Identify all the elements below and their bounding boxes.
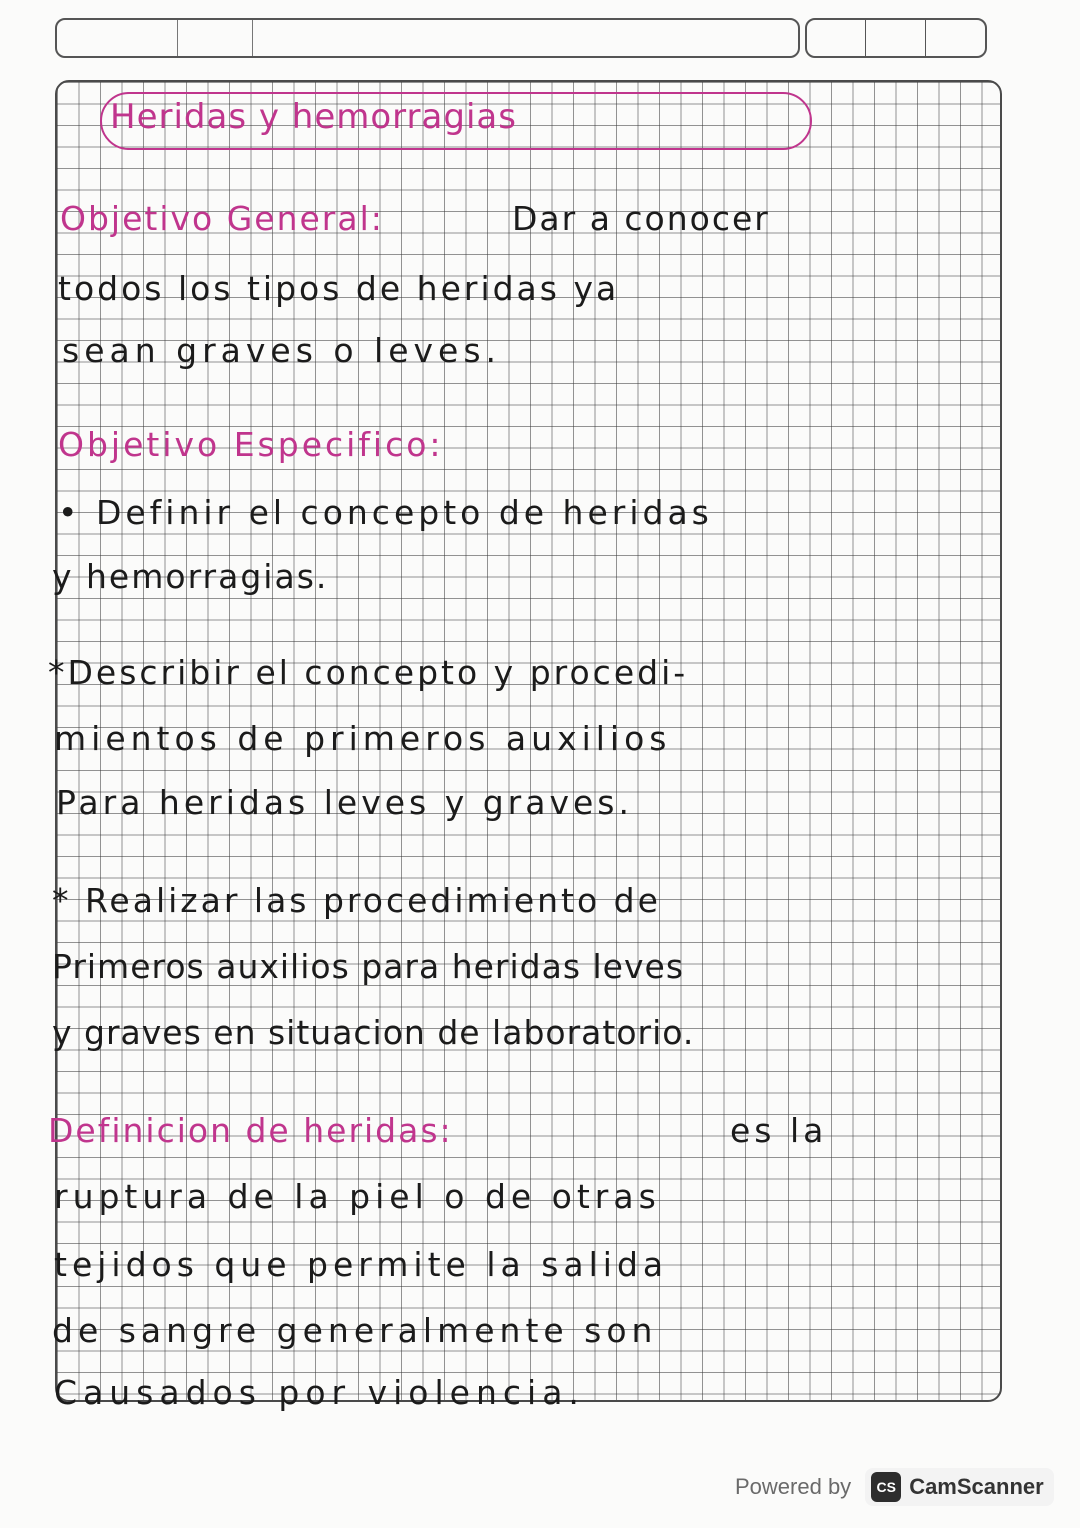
header-divider [177,20,178,56]
page-title: Heridas y hemorragias [110,97,517,137]
objetivo-especifico-item-line: y graves en situacion de laboratorio. [52,1013,695,1052]
date-divider [925,20,926,56]
camscanner-name: CamScanner [909,1474,1044,1499]
camscanner-badge [865,1468,1054,1506]
objetivo-especifico-item-line: Para heridas leves y graves. [56,783,633,822]
objetivo-especifico-item-line: y hemorragias. [52,557,329,596]
objetivo-especifico-item-line: Primeros auxilios para heridas leves [52,947,685,986]
date-divider [865,20,866,56]
objetivo-especifico-item-line: * Realizar las procedimiento de [52,881,661,920]
definicion-line: Causados por violencia. [54,1373,585,1412]
camscanner-logo-icon: CS [871,1472,901,1502]
definicion-label: Definicion de heridas: [48,1111,453,1150]
header-strip [55,18,800,58]
objetivo-general-label: Objetivo General: [60,199,384,238]
objetivo-general-line: Dar a conocer [512,199,770,238]
definicion-line: ruptura de la piel o de otras [54,1177,661,1216]
objetivo-general-line: sean graves o leves. [62,331,502,370]
objetivo-general-line: todos los tipos de heridas ya [58,269,620,308]
objetivo-especifico-item-line: *Describir el concepto y procedi- [48,653,689,692]
objetivo-especifico-item-line: mientos de primeros auxilios [54,719,672,758]
objetivo-especifico-item-line: • Definir el concepto de heridas [58,493,713,532]
definicion-line: de sangre generalmente son [52,1311,658,1350]
powered-by-text: Powered by [735,1474,852,1499]
header-divider [252,20,253,56]
definicion-line: es la [730,1111,828,1150]
definicion-line: tejidos que permite la salida [54,1245,669,1284]
objetivo-especifico-label: Objetivo Especifico: [58,425,444,464]
scanner-footer [735,1468,1054,1506]
date-box [805,18,987,58]
